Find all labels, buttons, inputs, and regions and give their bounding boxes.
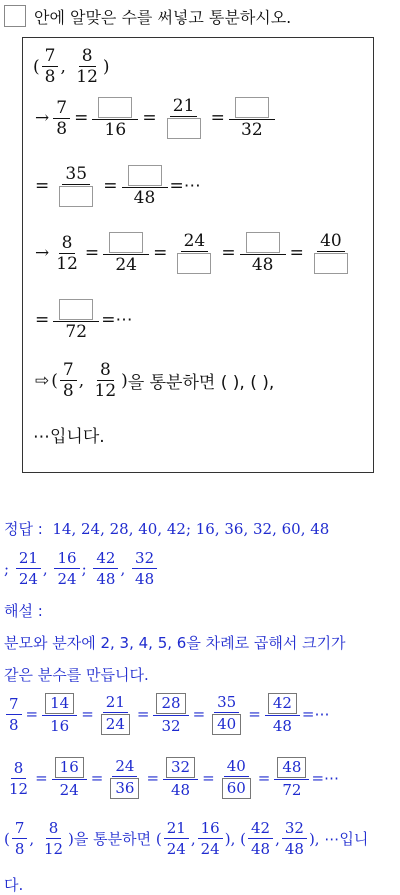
explanation-final: ( $\frac{7}{8}$ , $\frac{8}{12}$ ) 을 통분하면 ( $\frac{21}{24}$ , $\frac{16}{24}$ ), ( $\frac{42}{48}$ , $\frac{32}{48}$ ), ⋯입니 xyxy=(4,819,369,858)
arrow-icon: → xyxy=(35,243,50,263)
answer-values: 14, 24, 28, 40, 42; 16, 36, 32, 60, 48 xyxy=(52,519,330,538)
blank-box[interactable] xyxy=(235,97,269,118)
blank-box[interactable] xyxy=(246,232,280,253)
question-box xyxy=(22,37,374,473)
fraction-pair: ( $\frac{7}{8}$ , $\frac{8}{12}$ ) xyxy=(33,46,110,87)
question-text: 안에 알맞은 수를 써넣고 통분하시오. xyxy=(34,7,292,27)
answer-checkbox[interactable] xyxy=(4,5,26,27)
equation-row-2: = 35 = 48 =⋯ xyxy=(35,164,201,208)
answer-fractions: ; $\frac{21}{24}$ , $\frac{16}{24}$ ; $\frac{42}{48}$ , $\frac{32}{48}$ xyxy=(4,548,159,589)
explanation-text-2: 같은 분수를 만듭니다. xyxy=(4,666,149,684)
fraction: $\frac{8}{12}$ xyxy=(76,46,98,87)
explanation-text-1: 분모와 분자에 2, 3, 4, 5, 6을 차례로 곱해서 크기가 xyxy=(4,634,346,652)
blank-box[interactable] xyxy=(59,186,93,207)
answer-values-line xyxy=(4,518,329,539)
blank-box[interactable] xyxy=(167,118,201,139)
equation-row-4: = 72 =⋯ xyxy=(33,298,133,342)
equation-row-3: → $\frac{8}{12}$ = 24 = 24 = 48 = 40 xyxy=(33,231,356,275)
explanation-chain-2: $\frac{8}{12}$ = $\frac{16}{24}$ = $\frac{24}{36}$ = $\frac{32}{48}$ = $\frac{40}{60}$ = $\frac{48}{72}$ =⋯ xyxy=(9,757,340,799)
explanation-label: 해설 : xyxy=(4,602,43,620)
conclusion-end: ⋯입니다. xyxy=(33,427,105,447)
equation-row-1: → $\frac{7}{8}$ = 16 = 21 = 32 xyxy=(33,96,277,140)
blank-box[interactable] xyxy=(128,165,162,186)
answer-label: 정답 : xyxy=(4,520,43,538)
blank-box[interactable] xyxy=(177,253,211,274)
blank-box[interactable] xyxy=(59,299,93,320)
explanation-final-end: 다. xyxy=(4,876,24,894)
explanation-chain-1: $\frac{7}{8}$ = $\frac{14}{16}$ = $\frac{21}{24}$ = $\frac{28}{32}$ = $\frac{35}{40}$ = $\frac{42}{48}$ =⋯ xyxy=(4,692,329,736)
arrow-icon: → xyxy=(35,108,50,128)
question-header xyxy=(4,4,291,28)
blank-box[interactable] xyxy=(314,253,348,274)
right-arrow-icon: ⇨ xyxy=(35,370,50,391)
conclusion-line: ⇨ ( $\frac{7}{8}$ , $\frac{8}{12}$ ) 을 통분하면 ( ), ( ), xyxy=(35,360,275,401)
fraction: $\frac{7}{8}$ xyxy=(42,46,59,87)
blank-box[interactable] xyxy=(109,232,143,253)
blank-box[interactable] xyxy=(98,97,132,118)
